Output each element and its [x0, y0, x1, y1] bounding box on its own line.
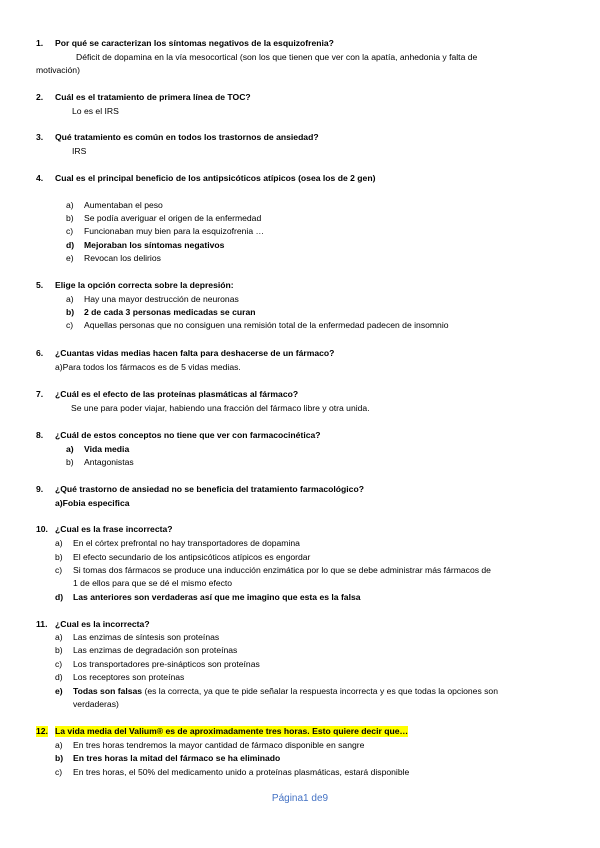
option-text-continued: verdaderas) [73, 699, 119, 709]
option-text: En el córtex prefrontal no hay transportadores de dopamina [73, 538, 300, 548]
option-text: Las enzimas de degradación son proteínas [73, 645, 238, 655]
option-text: Los receptores son proteínas [73, 672, 185, 682]
question-number: 7. [36, 389, 44, 399]
option-text: En tres horas, el 50% del medicamento unido a proteínas plasmáticas, estará disponible [73, 767, 410, 777]
option-text: Las enzimas de síntesis son proteínas [73, 632, 220, 642]
question-text: Por qué se caracterizan los síntomas negativos de la esquizofrenia? [55, 38, 334, 48]
option-letter: c) [66, 226, 74, 236]
option-letter: a) [55, 538, 63, 548]
question-text: La vida media del Valium® es de aproximadamente tres horas. Esto quiere decir que… [55, 726, 409, 736]
answer-text: a)Fobia especifica [55, 498, 130, 508]
option-letter: b) [55, 645, 63, 655]
option-letter: a) [66, 294, 74, 304]
question-number: 6. [36, 348, 44, 358]
option-letter: c) [55, 565, 63, 575]
option-letter: d) [55, 592, 64, 602]
question-number: 2. [36, 92, 44, 102]
question-text: Qué tratamiento es común en todos los trastornos de ansiedad? [55, 132, 319, 142]
option-text: En tres horas tendremos la mayor cantidad de fármaco disponible en sangre [73, 740, 365, 750]
option-text: Aquellas personas que no consiguen una remisión total de la enfermedad padecen de insomnio [84, 320, 449, 330]
question-number: 1. [36, 38, 44, 48]
option-text: (es la correcta, ya que te pide señalar la respuesta incorrecta y es que todas la opciones son [142, 686, 498, 696]
option-letter: b) [55, 552, 63, 562]
option-text: Las anteriores son verdaderas así que me imagino que esta es la falsa [73, 592, 361, 602]
option-letter: a) [66, 444, 74, 454]
option-text: En tres horas la mitad del fármaco se ha eliminado [73, 753, 281, 763]
option-text-bold: Todas son falsas [73, 686, 143, 696]
option-letter: c) [55, 767, 63, 777]
question-number: 9. [36, 484, 44, 494]
option-letter: a) [55, 632, 63, 642]
question-text: Elige la opción correcta sobre la depresión: [55, 280, 234, 290]
option-letter: b) [66, 307, 75, 317]
option-letter: d) [66, 240, 75, 250]
option-letter: a) [55, 740, 63, 750]
answer-text: Déficit de dopamina en la vía mesocortical (son los que tienen que ver con la apatía, anhedonia y falta de [76, 52, 478, 62]
answer-text: Lo es el IRS [72, 106, 119, 116]
answer-text: Se une para poder viajar, habiendo una fracción del fármaco libre y otra unida. [71, 403, 370, 413]
question-number: 11. [36, 619, 48, 629]
option-text: Revocan los delirios [84, 253, 161, 263]
answer-text: motivación) [36, 65, 80, 75]
option-letter: b) [55, 753, 64, 763]
option-text: Mejoraban los síntomas negativos [84, 240, 225, 250]
option-letter: c) [55, 659, 63, 669]
question-text: ¿Cual es la frase incorrecta? [55, 524, 173, 534]
question-number: 12. [36, 726, 48, 736]
option-text: Los transportadores pre-sinápticos son proteínas [73, 659, 260, 669]
question-text: ¿Qué trastorno de ansiedad no se beneficia del tratamiento farmacológico? [55, 484, 364, 494]
question-text: ¿Cual es la incorrecta? [55, 619, 150, 629]
question-text: ¿Cuál es el efecto de las proteínas plasmáticas al fármaco? [55, 389, 299, 399]
option-letter: b) [66, 457, 74, 467]
question-text: ¿Cuantas vidas medias hacen falta para deshacerse de un fármaco? [55, 348, 335, 358]
option-text: Antagonistas [84, 457, 134, 467]
page-number-footer: Página1 de9 [271, 793, 329, 804]
option-letter: d) [55, 672, 63, 682]
answer-text: a)Para todos los fármacos es de 5 vidas medias. [55, 362, 241, 372]
question-number: 3. [36, 132, 44, 142]
question-number: 4. [36, 173, 44, 183]
option-text: Hay una mayor destrucción de neuronas [84, 294, 239, 304]
question-number: 10. [36, 524, 48, 534]
option-letter: a) [66, 200, 74, 210]
option-letter: e) [55, 686, 63, 696]
option-letter: c) [66, 320, 74, 330]
option-text: El efecto secundario de los antipsicóticos atípicos es engordar [73, 552, 311, 562]
question-text: Cuál es el tratamiento de primera línea de TOC? [55, 92, 251, 102]
option-text: Vida media [84, 444, 130, 454]
answer-text: IRS [72, 146, 87, 156]
question-text: ¿Cuál de estos conceptos no tiene que ver con farmacocinética? [55, 430, 321, 440]
option-text: Funcionaban muy bien para la esquizofrenia … [84, 226, 265, 236]
option-text: Si tomas dos fármacos se produce una inducción enzimática por lo que se debe administrar más fármacos de [73, 565, 491, 575]
option-text: Aumentaban el peso [84, 200, 163, 210]
option-letter: e) [66, 253, 74, 263]
option-letter: b) [66, 213, 74, 223]
option-text: Se podía averiguar el origen de la enfermedad [84, 213, 262, 223]
question-number: 5. [36, 280, 44, 290]
question-number: 8. [36, 430, 44, 440]
question-text: Cual es el principal beneficio de los antipsicóticos atípicos (osea los de 2 gen) [55, 173, 376, 183]
option-text-continued: 1 de ellos para que se dé el mismo efecto [73, 578, 233, 588]
option-text: 2 de cada 3 personas medicadas se curan [84, 307, 256, 317]
